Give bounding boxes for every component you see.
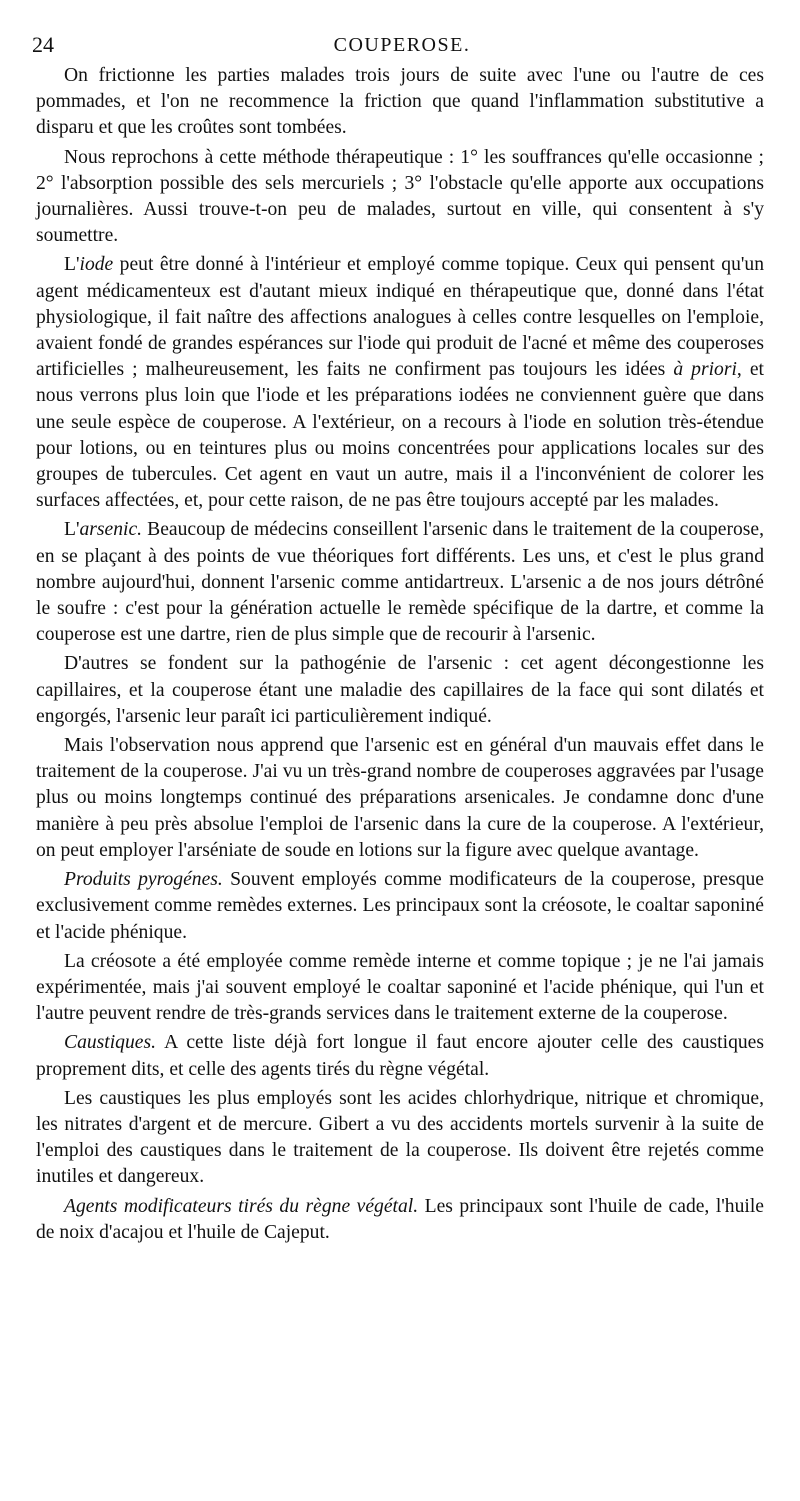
page-number: 24 xyxy=(32,32,54,57)
paragraph-observation: Mais l'observation nous apprend que l'arsenic est en général d'un mauvais effet dans le traitement de la couperose. J'ai vu un très-grand nombre de couperoses aggravées par l'usage plus ou moins longtemps continué des préparations arsenicales. Je condamne donc d'une manière à peu près absolue l'emploi de l'arsenic dans la cure de la couperose. A l'extérieur, on peut employer l'arséniate de soude en lotions sur la figure avec quelque avantage. xyxy=(36,735,764,861)
paragraph-reproches: Nous reprochons à cette méthode thérapeutique : 1° les souffrances qu'elle occasionne ; 2° l'absorption possible des sels mercuriels ; 3° l'obstacle qu'elle apporte aux occupations journalières. Aussi trouve-t-on peu de malades, surtout en ville, qui consentent à s'y soumettre. xyxy=(36,146,764,247)
paragraph-arsenic: L'arsenic. Beaucoup de médecins conseillent l'arsenic dans le traitement de la couperose, en se plaçant à des points de vue théoriques fort différents. Les uns, et c'est le plus grand nombre aujourd'hui, donnent l'arsenic comme antidartreux. L'arsenic a de nos jours détrôné le soufre : c'est pour la génération actuelle le remède spécifique de la dartre, et comme la couperose est une dartre, rien de plus simple que de recourir à l'arsenic. xyxy=(36,519,764,646)
section-lead-caustiques: Caustiques. xyxy=(64,1032,156,1054)
section-lead-pyrogenes: Produits pyrogénes. xyxy=(64,869,223,891)
paragraph-frictions: On frictionne les parties malades trois jours de suite avec l'une ou l'autre de ces pommades, et l'on ne recommence la friction que quand l'inflammation substitutive a disparu et que les croûtes sont tombées. xyxy=(36,65,764,139)
paragraph-creosote: La créosote a été employée comme remède interne et comme topique ; je ne l'ai jamais expérimentée, mais j'ai souvent employé le coaltar saponiné et l'acide phénique, qui l'un et l'autre peuvent rendre de très-grands services dans le traitement externe de la couperose. xyxy=(36,950,764,1025)
section-lead-arsenic: arsenic. xyxy=(79,519,143,541)
page-body xyxy=(36,63,764,1249)
section-lead-iode: iode xyxy=(79,254,114,276)
page-header xyxy=(32,30,772,60)
emphasis-a-priori: à priori xyxy=(673,359,737,381)
running-title: COUPEROSE. xyxy=(333,34,471,56)
paragraph-caustiques-employes: Les caustiques les plus employés sont les acides chlorhydrique, nitrique et chromique, les nitrates d'argent et de mercure. Gibert a vu des accidents mortels survenir à la suite de l'emploi des caustiques dans le traitement de la couperose. Ils doivent être rejetés comme inutiles et dangereux. xyxy=(36,1087,764,1188)
section-lead-agents-vegetaux: Agents modificateurs tirés du règne végétal. xyxy=(64,1195,419,1217)
paragraph-agents-vegetaux: Agents modificateurs tirés du règne végétal. Les principaux sont l'huile de cade, l'huile de noix d'acajou et l'huile de Cajeput. xyxy=(36,1195,764,1243)
paragraph-iode: L'iode peut être donné à l'intérieur et employé comme topique. Ceux qui pensent qu'un agent médicamenteux est d'autant mieux indiqué en thérapeutique que, donné dans l'état physiologique, il fait naître des affections analogues à celles contre lesquelles on l'emploie, avaient fondé de grandes espérances sur l'iode qui produit de l'acné et même des couperoses artificielles ; malheureusement, les faits ne confirment pas toujours les idées à priori, et nous verrons plus loin que l'iode et les préparations iodées ne conviennent guère que dans une seule espèce de couperose. A l'extérieur, on a recours à l'iode en solution très-étendue pour lotions, ou en teintures plus ou moins concentrées pour applications locales sur des groupes de tubercules. Cet agent en vaut un autre, mais il a l'inconvénient de colorer les surfaces affectées, et, pour cette raison, de ne pas être toujours accepté par les malades. xyxy=(36,254,764,512)
paragraph-pathogenie: D'autres se fondent sur la pathogénie de l'arsenic : cet agent décongestionne les capillaires, et la couperose étant une maladie des capillaires de la face qui sont dilatés et engorgés, l'arsenic leur paraît ici particulièrement indiqué. xyxy=(36,653,764,727)
paragraph-pyrogenes: Produits pyrogénes. Souvent employés comme modificateurs de la couperose, presque exclusivement comme remèdes externes. Les principaux sont la créosote, le coaltar saponiné et l'acide phénique. xyxy=(36,869,764,943)
paragraph-caustiques: Caustiques. A cette liste déjà fort longue il faut encore ajouter celle des caustiques proprement dits, et celle des agents tirés du règne végétal. xyxy=(36,1032,764,1080)
